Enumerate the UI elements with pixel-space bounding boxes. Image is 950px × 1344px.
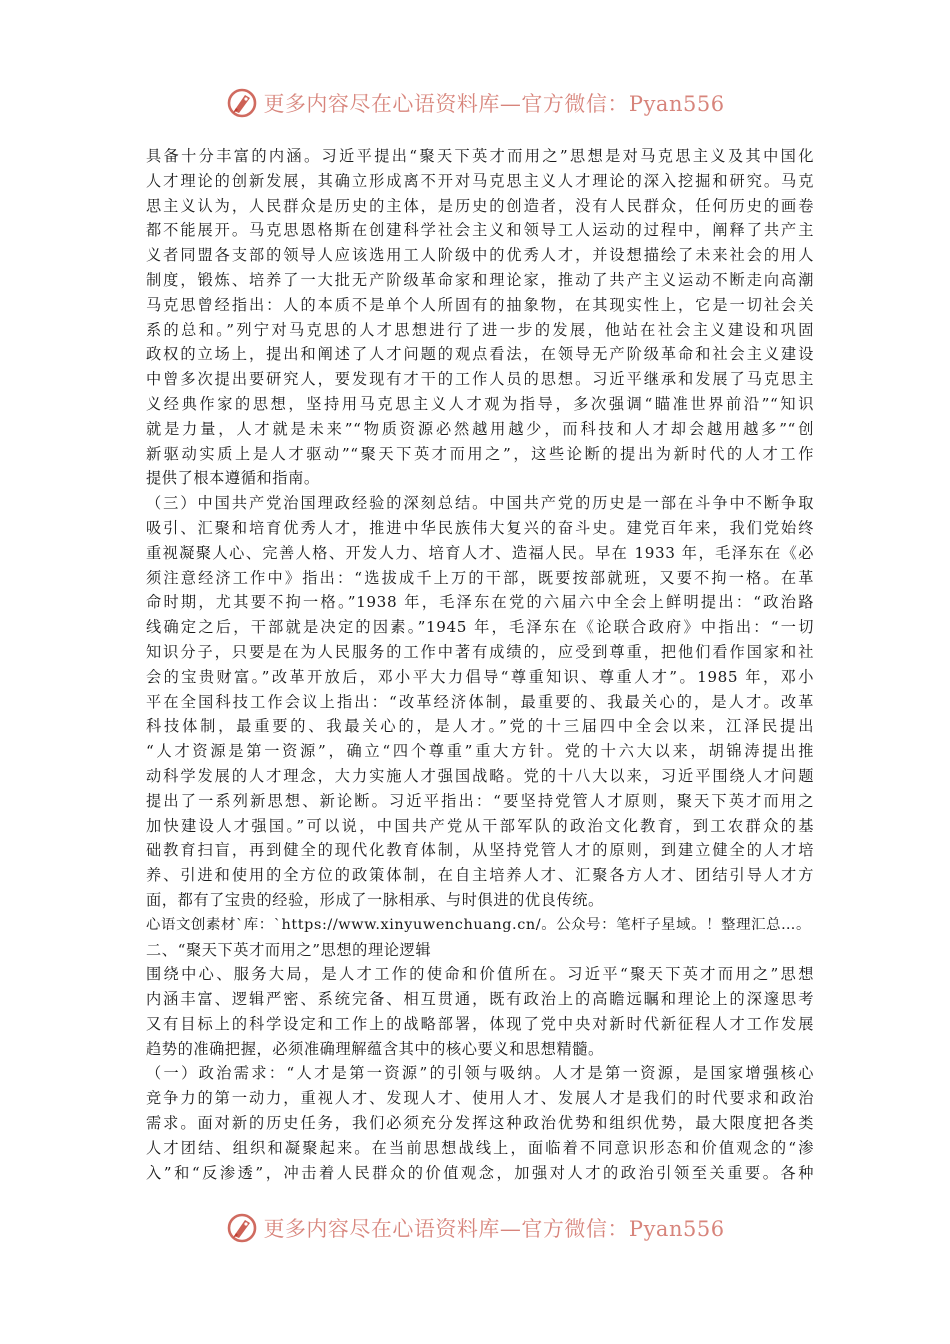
- body-line: 新驱动实质上是人才驱动”“聚天下英才而用之”，这些论断的提出为新时代的人才工作: [146, 444, 814, 463]
- footer-banner: [0, 1208, 950, 1248]
- body-line: 提出了一系列新思想、新论断。习近平指出：“要坚持党管人才原则，聚天下英才而用之: [146, 791, 814, 810]
- body-line: （一）政治需求：“人才是第一资源”的引领与吸纳。人才是第一资源，是国家增强核心: [146, 1064, 814, 1083]
- body-line: 会的宝贵财富。”改革开放后，邓小平大力倡导“尊重知识、尊重人才”。1985 年，邓小: [146, 667, 814, 686]
- body-line: （三）中国共产党治国理政经验的深刻总结。中国共产党的历史是一部在斗争中不断争取: [146, 494, 814, 513]
- body-line: 马克思曾经指出：人的本质不是单个人所固有的抽象物，在其现实性上，它是一切社会关: [146, 295, 814, 314]
- header-banner-text: 更多内容尽在心语资料库—官方微信：Pyan556: [263, 92, 725, 116]
- body-line: 入”和“反渗透”，冲击着人民群众的价值观念，加强对人才的政治引领至关重要。各种: [146, 1163, 814, 1182]
- body-line: 命时期，尤其要不拘一格。”1938 年，毛泽东在党的六届六中全会上鲜明提出：“政治路: [146, 593, 814, 612]
- body-line: 政权的立场上，提出和阐述了人才问题的观点看法，在领导无产阶级革命和社会主义建设: [146, 345, 814, 364]
- body-line: 吸引、汇聚和培育优秀人才，推进中华民族伟大复兴的奋斗史。建党百年来，我们党始终: [146, 518, 814, 537]
- body-line: 趋势的准确把握，必须准确理解蕴含其中的核心要义和思想精髓。: [146, 1039, 604, 1058]
- body-line: 二、“聚天下英才而用之”思想的理论逻辑: [146, 940, 432, 959]
- body-line: 平在全国科技工作会议上指出：“改革经济体制，最重要的、我最关心的，是人才。改革: [146, 692, 814, 711]
- body-line: 知识分子，只要是在为人民服务的工作中著有成绩的，应受到尊重，把他们看作国家和社: [146, 642, 814, 661]
- body-line: 内涵丰富、逻辑严密、系统完备、相互贯通，既有政治上的高瞻远瞩和理论上的深邃思考: [146, 990, 814, 1009]
- body-line: 人才理论的创新发展，其确立形成离不开对马克思主义人才理论的深入挖掘和研究。马克: [146, 171, 814, 190]
- header-banner: [0, 83, 950, 123]
- body-line: “人才资源是第一资源”，确立“四个尊重”重大方针。党的十六大以来，胡锦涛提出推: [146, 742, 814, 761]
- body-line: 制度，锻炼、培养了一大批无产阶级革命家和理论家，推动了共产主义运动不断走向高潮: [146, 270, 814, 289]
- body-line: 加快建设人才强国。”可以说，中国共产党从干部军队的政治文化教育，到工农群众的基: [146, 816, 814, 835]
- body-line: 义经典作家的思想，坚持用马克思主义人才观为指导，多次强调“瞄准世界前沿”“知识: [146, 394, 814, 413]
- body-line: 须注意经济工作中》指出：“选拔成千上万的干部，既要按部就班，又要不拘一格。在革: [146, 568, 814, 587]
- body-line: 人才团结、组织和凝聚起来。在当前思想战线上，面临着不同意识形态和价值观念的“渗: [146, 1138, 814, 1157]
- body-line: 竞争力的第一动力，重视人才、发现人才、使用人才、发展人才是我们的时代要求和政治: [146, 1089, 814, 1108]
- document-body: [146, 144, 814, 1185]
- body-line: 义者同盟各支部的领导人应该选用工人阶级中的优秀人才，并设想描绘了未来社会的用人: [146, 246, 814, 265]
- body-line: 养、引进和使用的全方位的政策体制，在自主培养人才、汇聚各方人才、团结引导人才方: [146, 866, 814, 885]
- body-line: 动科学发展的人才理念，大力实施人才强国战略。党的十八大以来，习近平围绕人才问题: [146, 766, 814, 785]
- body-line: 需求。面对新的历史任务，我们必须充分发挥这种政治优势和组织优势，最大限度把各类: [146, 1114, 814, 1133]
- body-line: 都不能展开。马克思恩格斯在创建科学社会主义和领导工人运动的过程中，阐释了共产主: [146, 221, 814, 240]
- body-line: 又有目标上的科学设定和工作上的战略部署，体现了党中央对新时代新征程人才工作发展: [146, 1014, 814, 1033]
- body-line: 线确定之后，干部就是决定的因素。”1945 年，毛泽东在《论联合政府》中指出：“一切: [146, 618, 814, 637]
- footer-banner-text: 更多内容尽在心语资料库—官方微信：Pyan556: [263, 1217, 725, 1241]
- body-line: 面，都有了宝贵的经验，形成了一脉相承、与时俱进的优良传统。: [146, 890, 604, 909]
- body-line: 提供了根本遵循和指南。: [146, 469, 320, 488]
- body-line: 心语文创素材`库：`https://www.xinyuwenchuang.cn/。公众号：笔杆子星域。！整理汇总…。: [146, 916, 812, 933]
- pen-nib-circle-icon: [225, 1211, 259, 1245]
- body-line: 中曾多次提出要研究人，要发现有才干的工作人员的思想。习近平继承和发展了马克思主: [146, 370, 814, 389]
- pen-nib-circle-icon: [225, 86, 259, 120]
- body-line: 围绕中心、服务大局，是人才工作的使命和价值所在。习近平“聚天下英才而用之”思想: [146, 965, 814, 984]
- body-line: 科技体制，最重要的、我最关心的，是人才。”党的十三届四中全会以来，江泽民提出: [146, 717, 814, 736]
- body-line: 思主义认为，人民群众是历史的主体，是历史的创造者，没有人民群众，任何历史的画卷: [146, 196, 814, 215]
- body-line: 就是力量，人才就是未来”“物质资源必然越用越少，而科技和人才却会越用越多”“创: [146, 419, 814, 438]
- body-line: 具备十分丰富的内涵。习近平提出“聚天下英才而用之”思想是对马克思主义及其中国化: [146, 147, 814, 165]
- body-line: 础教育扫盲，再到健全的现代化教育体制，从坚持党管人才的原则，到建立健全的人才培: [146, 841, 814, 860]
- body-line: 重视凝聚人心、完善人格、开发人力、培育人才、造福人民。早在 1933 年，毛泽东在《必: [146, 543, 814, 562]
- body-line: 系的总和。”列宁对马克思的人才思想进行了进一步的发展，他站在社会主义建设和巩固: [146, 320, 814, 339]
